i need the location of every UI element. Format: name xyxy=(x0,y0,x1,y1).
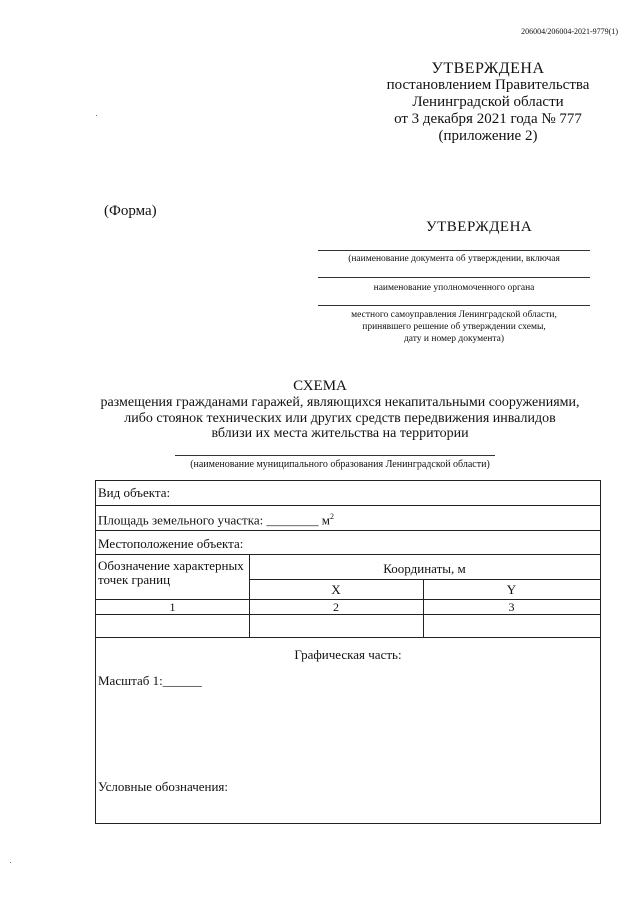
col-number-2: 2 xyxy=(333,600,339,614)
col-number-1: 1 xyxy=(169,600,176,614)
approval-line-3 xyxy=(318,305,590,306)
approval-header-line2: Ленинградской области xyxy=(412,94,564,110)
boundary-header-line2: точек границ xyxy=(98,572,171,587)
scheme-subtitle-line2: либо стоянок технических или других средств передвижения инвалидов xyxy=(124,410,556,426)
land-area-label xyxy=(98,512,334,528)
municipality-line xyxy=(175,455,495,456)
approval-caption-3-line1: местного самоуправления Ленинградской области, xyxy=(351,310,557,320)
scheme-subtitle-line1: размещения гражданами гаражей, являющихся некапитальными сооружениями, xyxy=(100,395,580,410)
scan-speck xyxy=(96,115,97,116)
x-header: X xyxy=(331,582,341,597)
approval-caption-3 xyxy=(318,309,590,345)
approval-header-line1: постановлением Правительства xyxy=(386,77,590,93)
approval-header-title: УТВЕРЖДЕНА xyxy=(431,60,545,77)
scheme-subtitle-line3: вблизи их места жительства на территории xyxy=(211,426,469,441)
form-label: (Форма) xyxy=(104,203,157,219)
scheme-subtitle xyxy=(40,395,640,442)
scheme-table xyxy=(95,480,601,824)
row-empty-data xyxy=(96,614,600,638)
location-label: Местоположение объекта: xyxy=(98,536,244,551)
scale-label: Масштаб 1:______ xyxy=(98,673,202,688)
object-type-label: Вид объекта: xyxy=(98,485,171,500)
approval-block-title: УТВЕРЖДЕНА xyxy=(426,219,533,235)
legend-label: Условные обозначения: xyxy=(98,779,229,794)
municipality-caption: (наименование муниципального образования Ленинградской области) xyxy=(190,459,490,470)
col-number-3: 3 xyxy=(508,600,515,614)
approval-caption-3-line3: дату и номер документа) xyxy=(403,334,505,344)
coords-header: Координаты, м xyxy=(383,561,466,576)
scheme-title: СХЕМА xyxy=(293,378,347,394)
y-header: Y xyxy=(506,582,517,597)
approval-header-line4: (приложение 2) xyxy=(438,128,538,144)
approval-header xyxy=(380,60,596,145)
graphic-part-label: Графическая часть: xyxy=(294,647,402,662)
document-number: 206004/206004-2021-9779(1) xyxy=(521,27,618,36)
col-divider-1 xyxy=(249,554,250,637)
col-divider-2 xyxy=(423,579,424,637)
approval-caption-2: наименование уполномоченного органа xyxy=(373,283,535,293)
approval-caption-1: (наименование документа об утверждении, включая xyxy=(348,254,560,264)
land-area-text: Площадь земельного участка: ________ м xyxy=(98,512,330,528)
boundary-points-header xyxy=(98,559,244,587)
scan-speck xyxy=(10,862,11,863)
approval-line-2 xyxy=(318,277,590,278)
approval-header-line3: от 3 декабря 2021 года № 777 xyxy=(394,111,582,127)
area-unit-superscript: 2 xyxy=(329,512,334,521)
row-object-type xyxy=(96,481,600,506)
boundary-header-line1: Обозначение характерных xyxy=(98,558,244,573)
approval-caption-3-line2: принявшего решение об утверждении схемы, xyxy=(362,322,546,332)
coords-divider xyxy=(249,579,600,580)
approval-line-1 xyxy=(318,250,590,251)
